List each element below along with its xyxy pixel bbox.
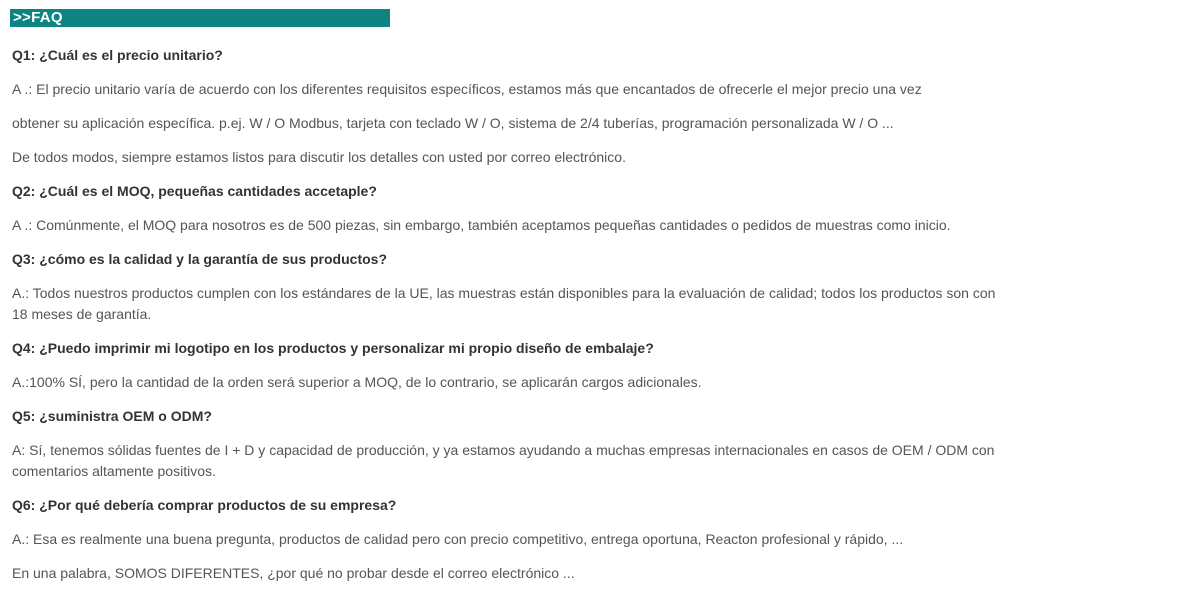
faq-list — [12, 45, 1162, 597]
faq-item-q6 — [12, 495, 1162, 584]
faq-answer-paragraph — [12, 113, 1162, 134]
faq-answer-line: En una palabra, SOMOS DIFERENTES, ¿por qué no probar desde el correo electrónico ... — [12, 565, 575, 581]
faq-answer-line: De todos modos, siempre estamos listos para discutir los detalles con usted por correo electrónico. — [12, 149, 626, 165]
faq-question: Q6: ¿Por qué debería comprar productos de su empresa? — [12, 497, 397, 513]
faq-answer-paragraph — [12, 372, 1162, 393]
faq-answer-line: A.: Todos nuestros productos cumplen con los estándares de la UE, las muestras están disponibles para la evaluación de calidad; todos los productos son con — [12, 285, 996, 301]
faq-question: Q2: ¿Cuál es el MOQ, pequeñas cantidades accetaple? — [12, 183, 377, 199]
faq-question: Q4: ¿Puedo imprimir mi logotipo en los productos y personalizar mi propio diseño de embalaje? — [12, 340, 654, 356]
faq-item-q4 — [12, 338, 1162, 393]
faq-answer-line: A .: Comúnmente, el MOQ para nosotros es de 500 piezas, sin embargo, también aceptamos pequeñas cantidades o pedidos de muestras como inicio. — [12, 217, 951, 233]
faq-answer-line: A.: Esa es realmente una buena pregunta, productos de calidad pero con precio competitivo, entrega oportuna, Reacton profesional y rápido, ... — [12, 531, 904, 547]
faq-section-header-bar — [10, 9, 390, 27]
faq-answer-paragraph — [12, 440, 1162, 482]
faq-answer-paragraph — [12, 215, 1162, 236]
faq-question: Q3: ¿cómo es la calidad y la garantía de sus productos? — [12, 251, 387, 267]
faq-section-title: >>FAQ — [13, 9, 63, 26]
faq-answer-line: comentarios altamente positivos. — [12, 463, 216, 479]
faq-answer-line: A.:100% SÍ, pero la cantidad de la orden será superior a MOQ, de lo contrario, se aplicarán cargos adicionales. — [12, 374, 702, 390]
faq-item-q3 — [12, 249, 1162, 325]
faq-answer-line: A: Sí, tenemos sólidas fuentes de I + D y capacidad de producción, y ya estamos ayudando a muchas empresas internacionales en casos de OEM / ODM con — [12, 442, 995, 458]
faq-answer-paragraph — [12, 563, 1162, 584]
faq-answer-line: 18 meses de garantía. — [12, 306, 152, 322]
faq-item-q1 — [12, 45, 1162, 168]
faq-answer-paragraph — [12, 147, 1162, 168]
faq-answer-line: A .: El precio unitario varía de acuerdo con los diferentes requisitos específicos, estamos más que encantados de ofrecerle el mejor precio una vez — [12, 81, 922, 97]
faq-answer-paragraph — [12, 79, 1162, 100]
faq-answer-paragraph — [12, 529, 1162, 550]
faq-item-q2 — [12, 181, 1162, 236]
faq-question: Q1: ¿Cuál es el precio unitario? — [12, 47, 223, 63]
faq-answer-line: obtener su aplicación específica. p.ej. W / O Modbus, tarjeta con teclado W / O, sistema de 2/4 tuberías, programación personalizada W / O ... — [12, 115, 894, 131]
faq-item-q5 — [12, 406, 1162, 482]
faq-answer-paragraph — [12, 283, 1162, 325]
faq-question: Q5: ¿suministra OEM o ODM? — [12, 408, 212, 424]
